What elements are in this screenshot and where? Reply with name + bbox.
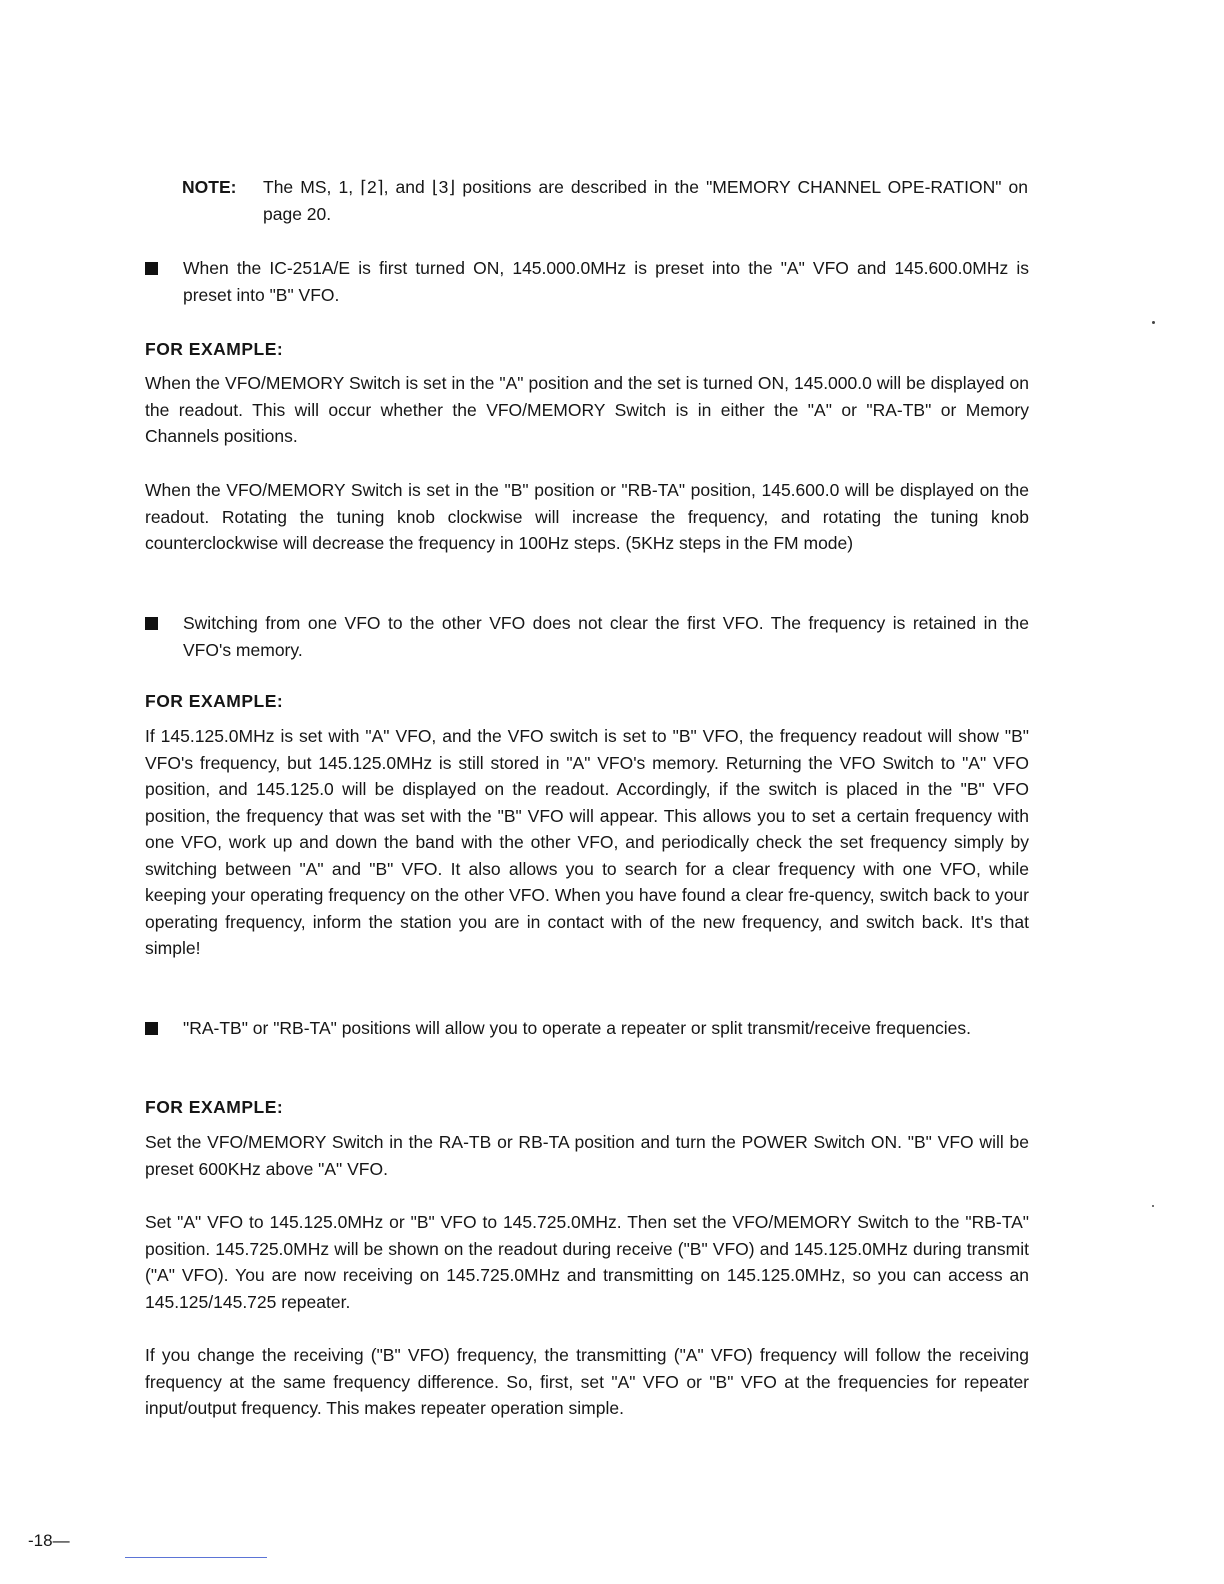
bullet-text: Switching from one VFO to the other VFO does not clear the first VFO. The frequency is retained in the VFO's memory. <box>183 613 1029 660</box>
scan-speck <box>1152 1205 1154 1207</box>
note-text: The MS, 1, ⌈2⌉, and ⌊3⌋ positions are described in the "MEMORY CHANNEL OPE-RATION" on page 20. <box>263 177 1028 224</box>
square-bullet-icon <box>145 1022 158 1035</box>
paragraph: When the VFO/MEMORY Switch is set in the "A" position and the set is turned ON, 145.000.0 will be displayed on the readout. This will occur whether the VFO/MEMORY Switch is in either the "A" or "RA-TB" or Memory Channels positions. <box>145 373 1029 446</box>
paragraph: If 145.125.0MHz is set with "A" VFO, and the VFO switch is set to "B" VFO, the frequency readout will show "B" VFO's frequency, but 145.125.0MHz is still stored in "A" VFO's memory. Returning the VFO Switch to "A" VFO position, and 145.125.0 will be displayed on the readout. Accordingly, if the switch is placed in the "B" VFO position, the frequency that was set with the "B" VFO will appear. This allows you to set a certain frequency with one VFO, work up and down the band with the other VFO, and periodically check the set frequency simply by switching between "A" and "B" VFO. It also allows you to search for a clear frequency with one VFO, while keeping your operating frequency on the other VFO. When you have found a clear fre-quency, switch back to your operating frequency, inform the station you are in contact with of the new frequency, and switch back. It's that simple! <box>145 726 1029 958</box>
paragraph: If you change the receiving ("B" VFO) frequency, the transmitting ("A" VFO) frequency will follow the receiving frequency at the same frequency difference. So, first, set "A" VFO or "B" VFO at the frequencies for repeater input/output frequency. This makes repeater operation simple. <box>145 1345 1029 1418</box>
paragraph: Set the VFO/MEMORY Switch in the RA-TB or RB-TA position and turn the POWER Switch ON. "B" VFO will be preset 600KHz above "A" VFO. <box>145 1132 1029 1179</box>
note-label: NOTE: <box>182 177 237 197</box>
page-number: -18— <box>28 1531 70 1550</box>
paragraph: When the VFO/MEMORY Switch is set in the "B" position or "RB-TA" position, 145.600.0 will be displayed on the readout. Rotating the tuning knob clockwise will increase the frequency, and rotating the tuning knob counterclockwise will decrease the frequency in 100Hz steps. (5KHz steps in the FM mode) <box>145 480 1029 553</box>
bullet-text: When the IC-251A/E is first turned ON, 145.000.0MHz is preset into the "A" VFO and 145.600.0MHz is preset into "B" VFO. <box>183 258 1029 305</box>
square-bullet-icon <box>145 262 158 275</box>
footer-rule <box>125 1557 267 1558</box>
bullet-item <box>145 255 1029 308</box>
square-bullet-icon <box>145 617 158 630</box>
section-heading: FOR EXAMPLE: <box>145 1097 284 1117</box>
bullet-item <box>145 1015 1029 1042</box>
note-block <box>182 174 1028 227</box>
bullet-text: "RA-TB" or "RB-TA" positions will allow you to operate a repeater or split transmit/receive frequencies. <box>183 1018 972 1038</box>
scan-speck <box>1152 321 1155 324</box>
bullet-item <box>145 610 1029 663</box>
paragraph: Set "A" VFO to 145.125.0MHz or "B" VFO to 145.725.0MHz. Then set the VFO/MEMORY Switch to the "RB-TA" position. 145.725.0MHz will be shown on the readout during receive ("B" VFO) and 145.125.0MHz during transmit ("A" VFO). You are now receiving on 145.725.0MHz and transmitting on 145.125.0MHz, so you can access an 145.125/145.725 repeater. <box>145 1212 1029 1312</box>
section-heading: FOR EXAMPLE: <box>145 691 284 711</box>
section-heading: FOR EXAMPLE: <box>145 339 284 359</box>
